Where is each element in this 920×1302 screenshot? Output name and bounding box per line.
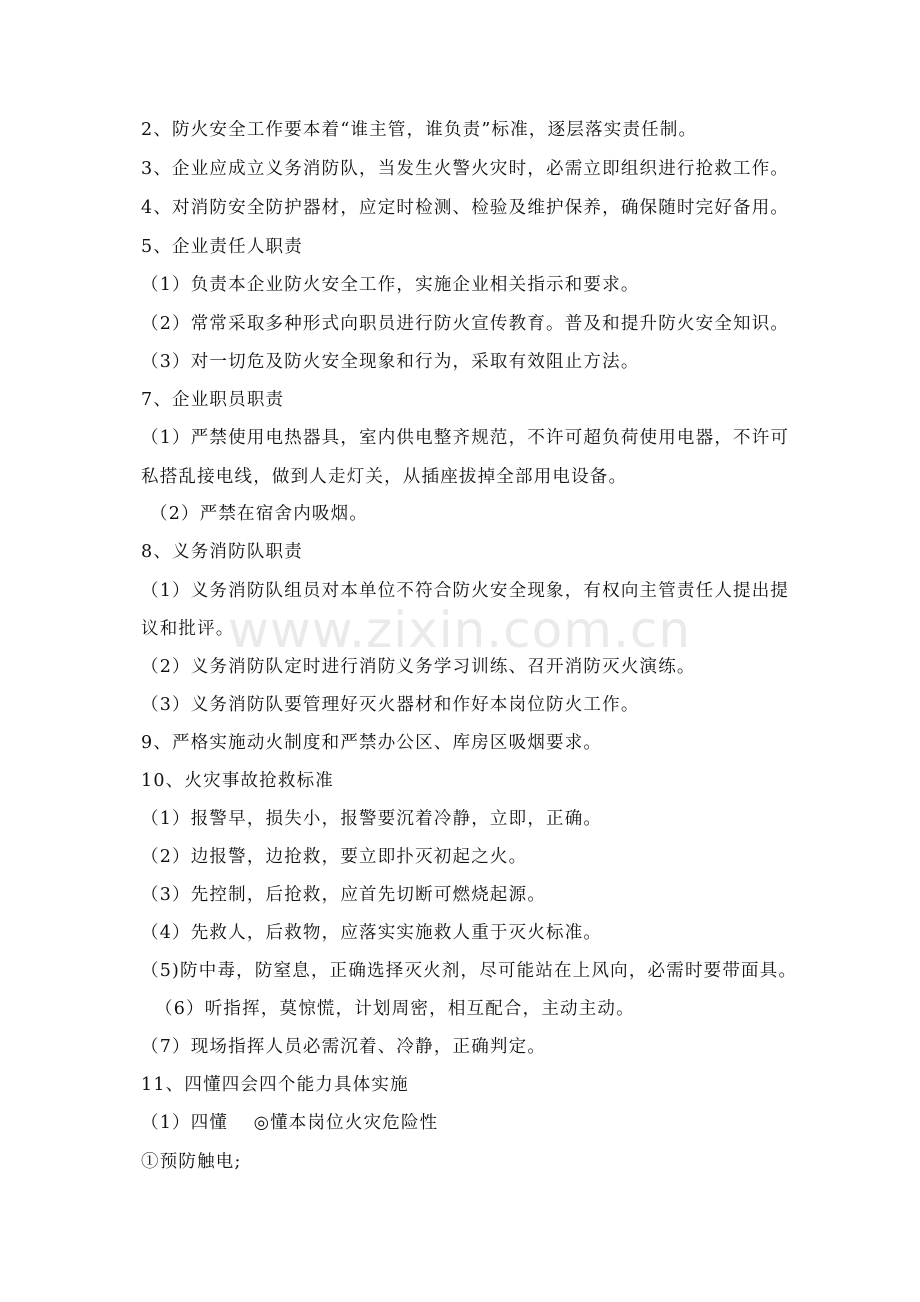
text-line: （2）常常采取多种形式向职员进行防火宣传教育。普及和提升防火安全知识。	[141, 314, 790, 334]
watermark: www.zixin.com.cn	[228, 601, 692, 659]
text-line: （7）现场指挥人员必需沉着、冷静，正确判定。	[141, 1037, 547, 1057]
text-line: 2、防火安全工作要本着“谁主管，谁负责”标准，逐层落实责任制。	[141, 120, 698, 140]
text-line: （1）严禁使用电热器具，室内供电整齐规范，不许可超负荷使用电器，不许可	[141, 428, 790, 448]
text-line: 议和批评。	[141, 619, 235, 639]
text-line: （2）边报警，边抢救，要立即扑灭初起之火。	[141, 847, 528, 867]
text-line: （1）四懂 ◎懂本岗位火灾危险性	[141, 1113, 439, 1133]
text-line: （1）报警早，损失小，报警要沉着冷静，立即，正确。	[141, 809, 603, 829]
text-line: 私搭乱接电线，做到人走灯关，从插座拔掉全部用电设备。	[141, 467, 628, 487]
text-line: 11、四懂四会四个能力具体实施	[141, 1075, 409, 1095]
text-line: （6）听指挥，莫惊慌，计划周密，相互配合，主动主动。	[155, 999, 635, 1019]
text-line: （3）义务消防队要管理好灭火器材和作好本岗位防火工作。	[141, 695, 640, 715]
text-line: （1）负责本企业防火安全工作，实施企业相关指示和要求。	[141, 275, 640, 295]
text-line: （3）先控制，后抢救，应首先切断可燃烧起源。	[141, 885, 547, 905]
text-line: （4）先救人，后救物，应落实实施救人重于灭火标准。	[141, 923, 603, 943]
text-line: 7、企业职员职责	[141, 390, 285, 410]
text-line: （3）对一切危及防火安全现象和行为，采取有效阻止方法。	[141, 352, 640, 372]
text-line: 10、火灾事故抢救标准	[141, 771, 334, 791]
text-line: 4、对消防安全防护器材，应定时检测、检验及维护保养，确保随时完好备用。	[141, 198, 790, 218]
text-line: （1）义务消防队组员对本单位不符合防火安全现象，有权向主管责任人提出提	[141, 581, 790, 601]
text-line: 9、严格实施动火制度和严禁办公区、库房区吸烟要求。	[141, 733, 603, 753]
text-line: ①预防触电;	[141, 1152, 242, 1172]
text-line: （2）严禁在宿舍内吸烟。	[150, 504, 369, 524]
text-line: 5、企业责任人职责	[141, 237, 303, 257]
text-line: （5)防中毒，防窒息，正确选择灭火剂，尽可能站在上风向，必需时要带面具。	[141, 961, 798, 981]
text-line: 3、企业应成立义务消防队，当发生火警火灾时，必需立即组织进行抢救工作。	[141, 159, 790, 179]
text-line: 8、义务消防队职责	[141, 542, 303, 562]
text-line: （2）义务消防队定时进行消防义务学习训练、召开消防灭火演练。	[141, 657, 696, 677]
